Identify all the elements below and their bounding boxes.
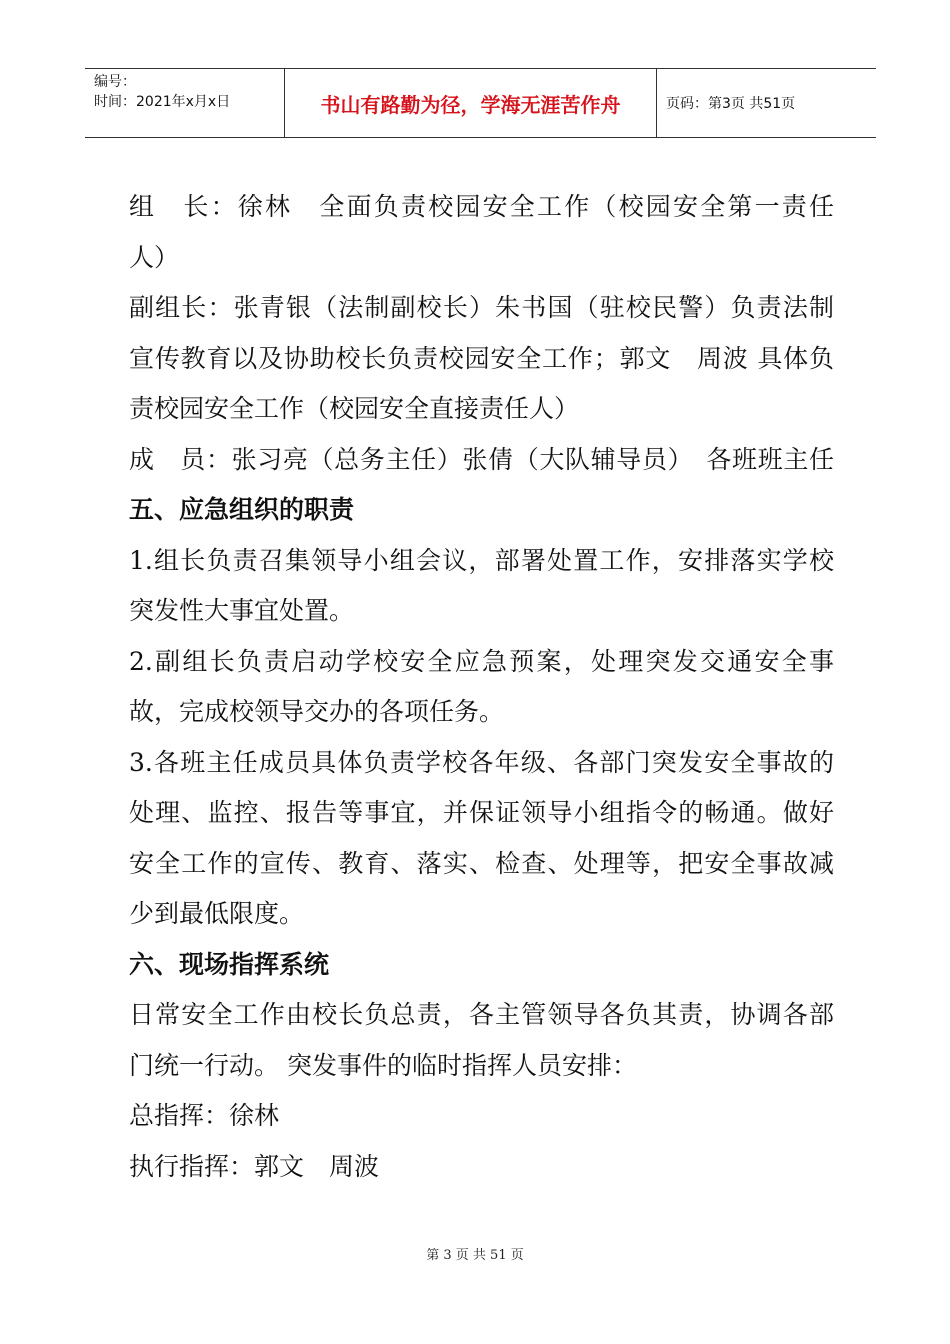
section-heading: 五、应急组织的职责 xyxy=(129,495,355,524)
text-line: 门统一行动。 突发事件的临时指挥人员安排： xyxy=(129,1050,637,1080)
text-line: 成 员：张习亮（总务主任）张倩（大队辅导员） 各班班主任 xyxy=(129,444,834,474)
text-line: 宣传教育以及协助校长负责校园安全工作；郭文 周波 具体负 xyxy=(129,343,834,373)
header-page-info: 页码：第3页 共51页 xyxy=(666,96,796,112)
text-line: 日常安全工作由校长负总责，各主管领导各负其责，协调各部 xyxy=(129,1000,834,1029)
text-line: 执行指挥：郭文 周波 xyxy=(129,1151,380,1181)
text-line: 人） xyxy=(129,242,180,272)
section-heading: 六、现场指挥系统 xyxy=(129,949,330,979)
header-meta xyxy=(85,69,285,137)
text-line: 故，完成校领导交办的各项任务。 xyxy=(129,697,505,726)
text-line: 安全工作的宣传、教育、落实、检查、处理等，把安全事故减 xyxy=(129,848,834,878)
page-header xyxy=(85,68,876,138)
text-line: 2.副组长负责启动学校安全应急预案，处理突发交通安全事 xyxy=(129,646,834,676)
text-line: 1.组长负责召集领导小组会议，部署处置工作，安排落实学校 xyxy=(129,545,834,575)
text-line: 组 长：徐林 全面负责校园安全工作（校园安全第一责任 xyxy=(129,192,834,221)
serial-label: 编号： xyxy=(94,74,136,90)
time-label: 时间：2021年x月x日 xyxy=(94,94,231,110)
header-motto: 书山有路勤为径，学海无涯苦作舟 xyxy=(285,69,657,137)
text-line: 3.各班主任成员具体负责学校各年级、各部门突发安全事故的 xyxy=(129,747,834,777)
page-footer: 第 3 页 共 51 页 xyxy=(426,1248,524,1263)
text-line: 责校园安全工作（校园安全直接责任人） xyxy=(129,394,580,423)
text-line: 副组长：张青银（法制副校长）朱书国（驻校民警）负责法制 xyxy=(129,293,834,322)
text-line: 处理、监控、报告等事宜，并保证领导小组指令的畅通。做好 xyxy=(129,798,834,827)
text-line: 少到最低限度。 xyxy=(129,899,305,928)
text-line: 突发性大事宜处置。 xyxy=(129,596,355,625)
text-line: 总指挥：徐林 xyxy=(129,1101,280,1130)
document-body xyxy=(129,182,834,1192)
